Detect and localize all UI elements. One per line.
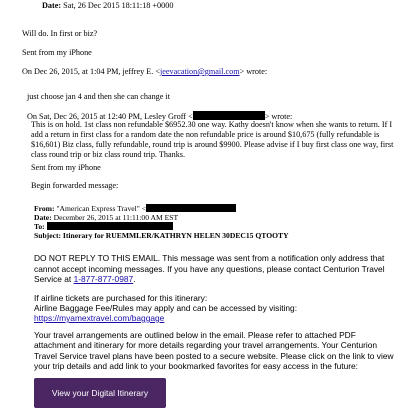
fwd-to-label: To: <box>34 222 45 231</box>
baggage-link[interactable]: https://myamextravel.com/baggage <box>34 313 165 323</box>
baggage-link-wrap <box>34 313 164 324</box>
fwd-date-label: Date: <box>34 213 52 222</box>
quote2-suffix: > wrote: <box>264 112 293 121</box>
fwd-from-label: From: <box>34 204 55 213</box>
redaction-box <box>146 204 236 212</box>
travel-arrangements-text: Your travel arrangements are outlined below in the email. Please refer to attached PDF attachment and itinerary for more details regarding your travel arrangements. Your Centurion Travel Service travel plans have been posted to a secure website. Please click on the link to view your trip details and add link to your bookmarked favorites for easy access in the future: <box>34 330 394 371</box>
fwd-date-line <box>34 213 178 222</box>
airline-line-1: If airline tickets are purchased for this itinerary: <box>34 293 208 303</box>
jeevacation-email-link[interactable]: jeevacation@gmail.com <box>159 67 240 76</box>
quote2-body: This is on hold. 1st class non refundable $6952.30 one way. Kathy doesn't know when she wants to return. If I add a return in first class for a random date the non refundable price is around $10,675 (fully refundable is $16,601) Biz class, fully refundable, round trip is around $9900. Please advise if I buy first class one way, first class round trip or biz class round trip. Thanks. <box>31 120 394 159</box>
date-value: Sat, 26 Dec 2015 18:11:18 +0000 <box>63 1 174 10</box>
sent-from-iphone-2: Sent from my iPhone <box>31 163 101 172</box>
phone-link[interactable]: 1-877-877-0987 <box>73 274 134 284</box>
airline-line-2: Airline Baggage Fee/Rules may apply and can be accessed by visiting: <box>34 303 298 313</box>
fwd-subject-value: Itinerary for RUEMMLER/KATHRYN HELEN 30DEC15 QTOOTY <box>62 231 289 240</box>
quote1-suffix: > wrote: <box>239 67 268 76</box>
do-not-reply-notice <box>34 253 390 285</box>
quote1-header <box>22 67 267 77</box>
notice-text: DO NOT REPLY TO THIS EMAIL. This message was sent from a notification only address that cannot accept incoming messages. If you have any questions, please contact Centurion Travel Service at <box>34 253 385 284</box>
sent-from-iphone-1: Sent from my iPhone <box>22 48 92 57</box>
fwd-to-line <box>34 222 173 231</box>
fwd-subject-label: Subject: <box>34 231 61 240</box>
fwd-from-value: "American Express Travel" < <box>56 204 147 213</box>
fwd-from-line <box>34 204 236 213</box>
view-digital-itinerary-button[interactable]: View your Digital Itinerary <box>34 378 166 408</box>
redaction-box <box>193 111 265 120</box>
fwd-date-value: December 26, 2015 at 11:11:00 AM EST <box>53 213 179 222</box>
notice-end: . <box>133 274 136 284</box>
begin-forwarded: Begin forwarded message: <box>31 181 119 190</box>
quote1-body: just choose jan 4 and then she can change it <box>27 92 171 101</box>
date-label: Date: <box>42 1 62 10</box>
reply-line: Will do. In first or biz? <box>22 29 98 38</box>
fwd-subject-line <box>34 231 289 240</box>
redaction-box <box>47 222 173 230</box>
quote1-prefix: On Dec 26, 2015, at 1:04 PM, jeffrey E. < <box>22 67 160 76</box>
quote2-prefix: On Sat, Dec 26, 2015 at 12:40 PM, Lesley Groff < <box>27 112 193 121</box>
header-date <box>42 1 173 11</box>
